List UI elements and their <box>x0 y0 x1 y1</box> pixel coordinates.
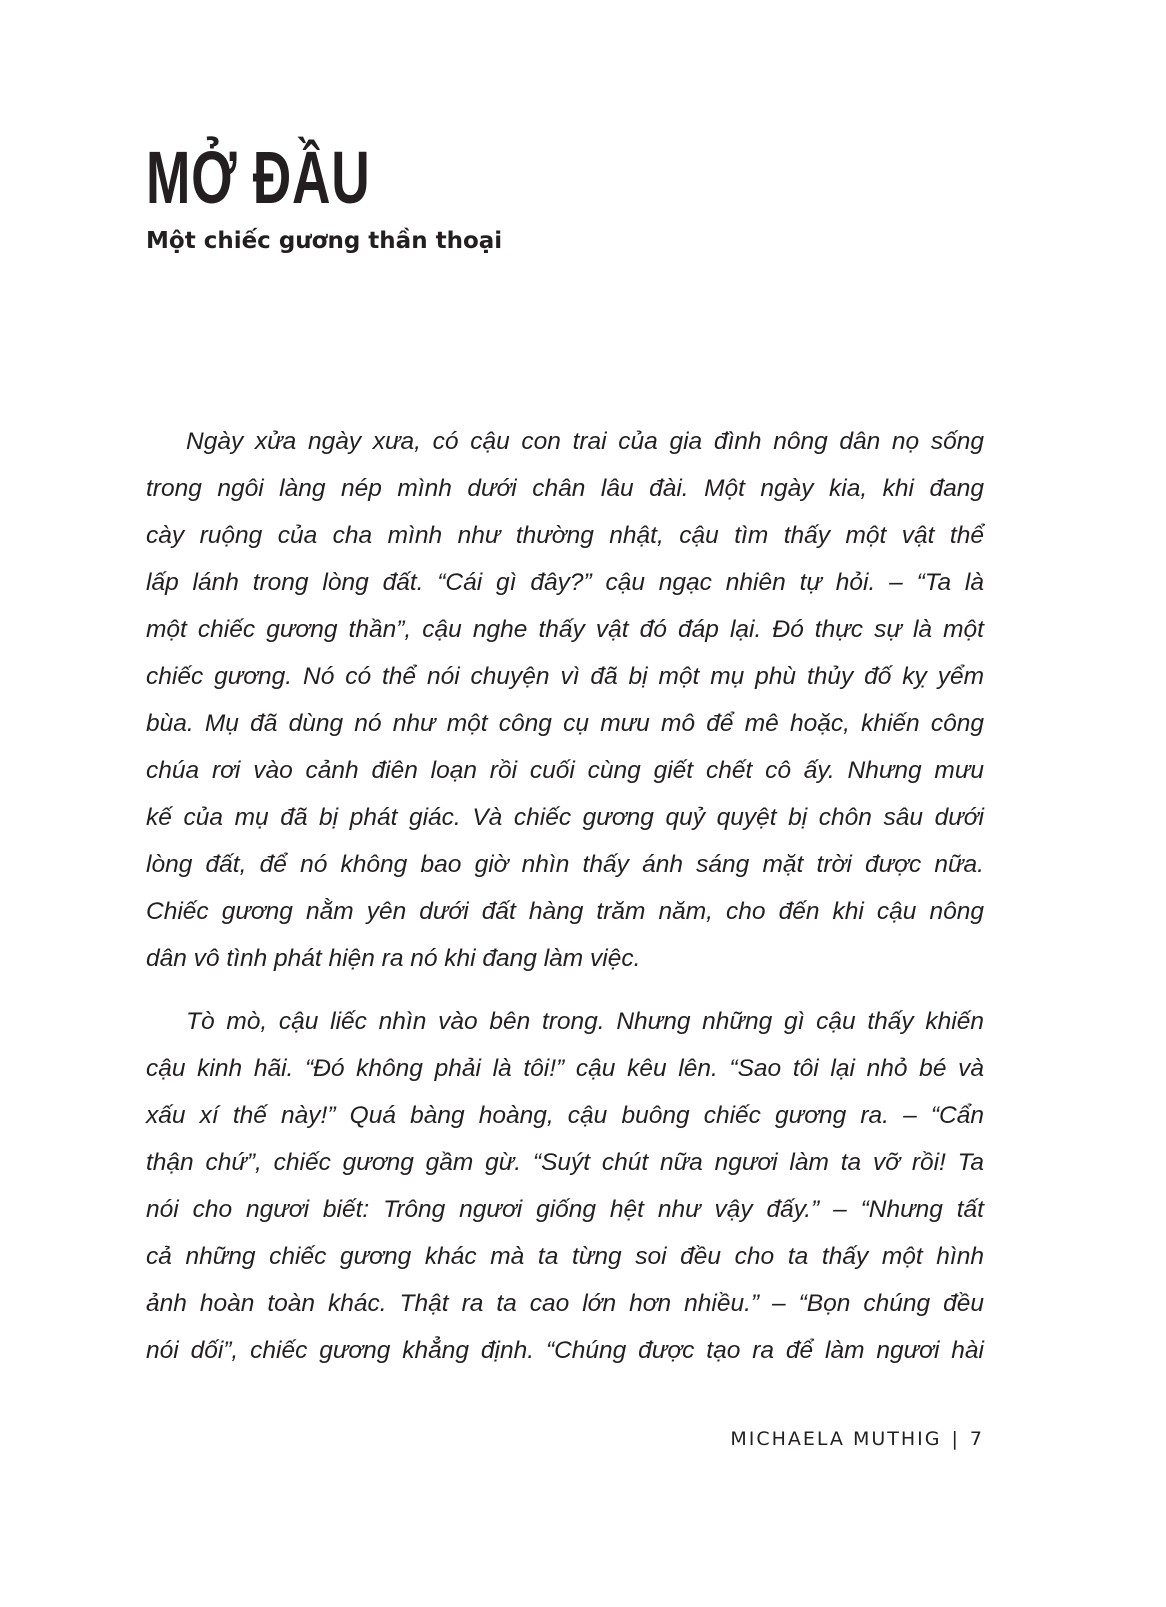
author-name: MICHAELA MUTHIG <box>730 1428 942 1450</box>
text-line: kế của mụ đã bị phát giác. Và chiếc gương quỷ quyệt bị chôn sâu dưới <box>146 804 984 831</box>
text-line: Chiếc gương nằm yên dưới đất hàng trăm năm, cho đến khi cậu nông <box>146 898 984 925</box>
text-line: ảnh hoàn toàn khác. Thật ra ta cao lớn hơn nhiều.” – “Bọn chúng đều <box>146 1290 984 1317</box>
paragraph-2 <box>146 998 984 1374</box>
text-line: dân vô tình phát hiện ra nó khi đang làm việc. <box>146 945 641 972</box>
text-line: nói dối”, chiếc gương khẳng định. “Chúng được tạo ra để làm ngươi hài <box>146 1337 984 1364</box>
text-line: cậu kinh hãi. “Đó không phải là tôi!” cậu kêu lên. “Sao tôi lại nhỏ bé và <box>146 1055 984 1082</box>
chapter-title: MỞ ĐẦU <box>146 136 371 219</box>
text-line: một chiếc gương thần”, cậu nghe thấy vật đó đáp lại. Đó thực sự là một <box>146 616 984 643</box>
paragraph-1 <box>146 418 984 982</box>
chapter-subtitle: Một chiếc gương thần thoại <box>146 228 503 254</box>
page-footer <box>730 1428 984 1450</box>
text-line: lòng đất, để nó không bao giờ nhìn thấy ánh sáng mặt trời được nữa. <box>146 851 984 878</box>
text-line: thận chứ”, chiếc gương gầm gừ. “Suýt chút nữa ngươi làm ta vỡ rồi! Ta <box>146 1149 984 1176</box>
text-line: lấp lánh trong lòng đất. “Cái gì đây?” cậu ngạc nhiên tự hỏi. – “Ta là <box>146 569 984 596</box>
page-number: 7 <box>969 1428 984 1450</box>
text-line: xấu xí thế này!” Quá bàng hoàng, cậu buông chiếc gương ra. – “Cẩn <box>146 1102 984 1129</box>
text-line: chúa rơi vào cảnh điên loạn rồi cuối cùng giết chết cô ấy. Nhưng mưu <box>146 757 984 784</box>
text-line: chiếc gương. Nó có thể nói chuyện vì đã bị một mụ phù thủy đố kỵ yểm <box>146 663 984 690</box>
text-line: nói cho ngươi biết: Trông ngươi giống hệt như vậy đấy.” – “Nhưng tất <box>146 1196 984 1223</box>
text-line: bùa. Mụ đã dùng nó như một công cụ mưu mô để mê hoặc, khiến công <box>146 710 984 737</box>
text-line: trong ngôi làng nép mình dưới chân lâu đài. Một ngày kia, khi đang <box>146 475 984 502</box>
footer-separator: | <box>951 1428 960 1450</box>
text-line: Tò mò, cậu liếc nhìn vào bên trong. Nhưng những gì cậu thấy khiến <box>186 1008 984 1035</box>
text-line: cả những chiếc gương khác mà ta từng soi đều cho ta thấy một hình <box>146 1243 984 1270</box>
text-line: cày ruộng của cha mình như thường nhật, cậu tìm thấy một vật thể <box>146 522 984 549</box>
text-line: Ngày xửa ngày xưa, có cậu con trai của gia đình nông dân nọ sống <box>186 428 984 455</box>
